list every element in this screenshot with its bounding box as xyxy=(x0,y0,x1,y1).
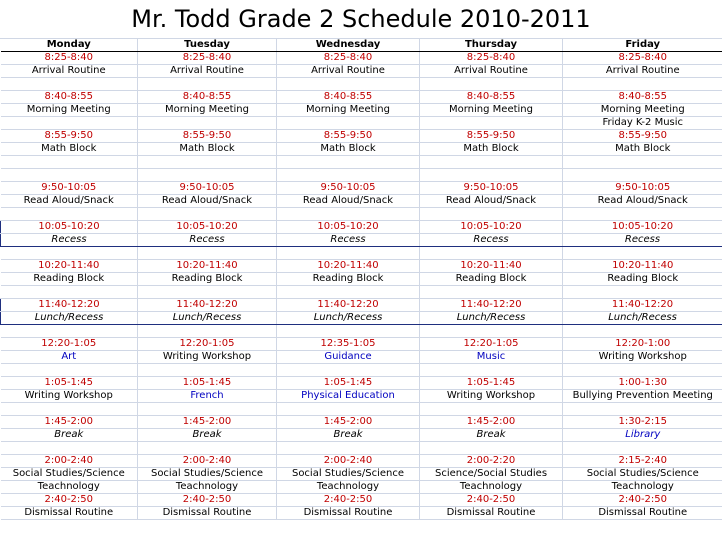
activity-cell-monday[interactable]: Lunch/Recess xyxy=(1,312,138,325)
time-cell-thursday[interactable]: 2:00-2:20 xyxy=(420,455,563,468)
time-cell-friday[interactable]: 12:20-1:00 xyxy=(563,338,722,351)
empty-cell[interactable] xyxy=(420,325,563,338)
activity-row xyxy=(1,195,722,208)
activity-cell-wednesday[interactable]: Recess xyxy=(277,234,420,247)
time-cell-friday[interactable]: 9:50-10:05 xyxy=(563,182,722,195)
empty-cell[interactable] xyxy=(420,403,563,416)
time-cell-tuesday[interactable]: 8:40-8:55 xyxy=(138,91,277,104)
time-cell-friday[interactable]: 10:05-10:20 xyxy=(563,221,722,234)
time-row xyxy=(1,260,722,273)
activity-cell-monday[interactable]: Read Aloud/Snack xyxy=(1,195,138,208)
activity-cell-friday[interactable]: Morning Meeting xyxy=(563,104,722,117)
empty-cell[interactable] xyxy=(1,364,138,377)
empty-cell[interactable] xyxy=(1,156,138,169)
empty-cell[interactable] xyxy=(563,156,722,169)
activity-row xyxy=(1,468,722,481)
empty-cell[interactable] xyxy=(138,78,277,91)
time-cell-tuesday[interactable]: 8:25-8:40 xyxy=(138,52,277,65)
activity-row xyxy=(1,234,722,247)
activity-cell-tuesday[interactable]: Recess xyxy=(138,234,277,247)
empty-cell[interactable] xyxy=(563,364,722,377)
empty-cell[interactable] xyxy=(420,364,563,377)
activity-cell-tuesday[interactable]: Morning Meeting xyxy=(138,104,277,117)
time-row xyxy=(1,377,722,390)
time-cell-monday[interactable]: 11:40-12:20 xyxy=(1,299,138,312)
activity-cell-wednesday[interactable]: Lunch/Recess xyxy=(277,312,420,325)
activity-cell-wednesday[interactable]: Reading Block xyxy=(277,273,420,286)
empty-cell[interactable] xyxy=(563,403,722,416)
time-cell-wednesday[interactable]: 8:55-9:50 xyxy=(277,130,420,143)
activity-extra-cell-friday[interactable]: Teachnology xyxy=(563,481,722,494)
time-cell-thursday[interactable]: 10:20-11:40 xyxy=(420,260,563,273)
empty-cell[interactable] xyxy=(1,286,138,299)
time-cell-friday[interactable]: 10:20-11:40 xyxy=(563,260,722,273)
time-row xyxy=(1,416,722,429)
activity-cell-monday[interactable]: Break xyxy=(1,429,138,442)
activity-cell-monday[interactable]: Art xyxy=(1,351,138,364)
activity-extra-cell-monday[interactable]: Teachnology xyxy=(1,481,138,494)
time-cell-wednesday[interactable]: 2:00-2:40 xyxy=(277,455,420,468)
time-cell-tuesday[interactable]: 2:00-2:40 xyxy=(138,455,277,468)
time-cell-wednesday[interactable]: 9:50-10:05 xyxy=(277,182,420,195)
time-cell-monday[interactable]: 8:40-8:55 xyxy=(1,91,138,104)
empty-cell[interactable] xyxy=(420,286,563,299)
time-cell-friday[interactable]: 8:55-9:50 xyxy=(563,130,722,143)
time-cell-friday[interactable]: 1:30-2:15 xyxy=(563,416,722,429)
time-cell-monday[interactable]: 10:20-11:40 xyxy=(1,260,138,273)
time-cell-thursday[interactable]: 1:45-2:00 xyxy=(420,416,563,429)
time-cell-tuesday[interactable]: 10:05-10:20 xyxy=(138,221,277,234)
time-cell-wednesday[interactable]: 1:45-2:00 xyxy=(277,416,420,429)
activity-cell-monday[interactable]: Recess xyxy=(1,234,138,247)
empty-cell[interactable] xyxy=(138,442,277,455)
time-row xyxy=(1,221,722,234)
empty-cell[interactable] xyxy=(138,286,277,299)
activity-row xyxy=(1,104,722,117)
activity-cell-monday[interactable]: Social Studies/Science xyxy=(1,468,138,481)
day-header-friday[interactable]: Friday xyxy=(563,39,722,52)
activity-cell-thursday[interactable]: Writing Workshop xyxy=(420,390,563,403)
day-header-monday[interactable]: Monday xyxy=(1,39,138,52)
time-cell-wednesday[interactable]: 8:25-8:40 xyxy=(277,52,420,65)
activity-extra-cell-thursday[interactable]: Teachnology xyxy=(420,481,563,494)
activity-cell-thursday[interactable]: Break xyxy=(420,429,563,442)
empty-cell[interactable] xyxy=(138,169,277,182)
time-cell-thursday[interactable]: 8:55-9:50 xyxy=(420,130,563,143)
activity-cell-friday[interactable]: Dismissal Routine xyxy=(563,507,722,520)
time-cell-wednesday[interactable]: 10:20-11:40 xyxy=(277,260,420,273)
activity-cell-tuesday[interactable]: Reading Block xyxy=(138,273,277,286)
activity-extra-cell-friday[interactable]: Friday K-2 Music xyxy=(563,117,722,130)
empty-cell[interactable] xyxy=(277,325,420,338)
activity-cell-monday[interactable]: Math Block xyxy=(1,143,138,156)
activity-cell-tuesday[interactable]: Dismissal Routine xyxy=(138,507,277,520)
empty-cell[interactable] xyxy=(277,403,420,416)
empty-cell[interactable] xyxy=(1,169,138,182)
time-cell-friday[interactable]: 2:40-2:50 xyxy=(563,494,722,507)
spacer-row xyxy=(1,364,722,377)
empty-cell[interactable] xyxy=(563,208,722,221)
activity-extra-cell-wednesday[interactable]: Teachnology xyxy=(277,481,420,494)
time-cell-thursday[interactable]: 2:40-2:50 xyxy=(420,494,563,507)
time-cell-monday[interactable]: 1:05-1:45 xyxy=(1,377,138,390)
activity-cell-wednesday[interactable]: Read Aloud/Snack xyxy=(277,195,420,208)
activity-extra-cell-monday[interactable] xyxy=(1,117,138,130)
time-cell-wednesday[interactable]: 1:05-1:45 xyxy=(277,377,420,390)
activity-extra-cell-tuesday[interactable] xyxy=(138,117,277,130)
activity-cell-wednesday[interactable]: Dismissal Routine xyxy=(277,507,420,520)
time-cell-tuesday[interactable]: 1:05-1:45 xyxy=(138,377,277,390)
day-header-wednesday[interactable]: Wednesday xyxy=(277,39,420,52)
time-row xyxy=(1,338,722,351)
time-cell-monday[interactable]: 8:25-8:40 xyxy=(1,52,138,65)
activity-cell-monday[interactable]: Morning Meeting xyxy=(1,104,138,117)
activity-cell-wednesday[interactable]: Math Block xyxy=(277,143,420,156)
time-cell-thursday[interactable]: 8:40-8:55 xyxy=(420,91,563,104)
time-cell-thursday[interactable]: 9:50-10:05 xyxy=(420,182,563,195)
empty-cell[interactable] xyxy=(138,156,277,169)
time-cell-thursday[interactable]: 8:25-8:40 xyxy=(420,52,563,65)
empty-cell[interactable] xyxy=(138,247,277,260)
time-row xyxy=(1,494,722,507)
activity-cell-monday[interactable]: Reading Block xyxy=(1,273,138,286)
empty-cell[interactable] xyxy=(138,364,277,377)
time-cell-monday[interactable]: 2:00-2:40 xyxy=(1,455,138,468)
activity-row xyxy=(1,65,722,78)
time-cell-monday[interactable]: 10:05-10:20 xyxy=(1,221,138,234)
activity-cell-tuesday[interactable]: Break xyxy=(138,429,277,442)
spacer-row xyxy=(1,169,722,182)
time-cell-friday[interactable]: 11:40-12:20 xyxy=(563,299,722,312)
activity-row xyxy=(1,351,722,364)
spacer-row xyxy=(1,442,722,455)
empty-cell[interactable] xyxy=(277,169,420,182)
empty-cell[interactable] xyxy=(1,325,138,338)
time-cell-thursday[interactable]: 12:20-1:05 xyxy=(420,338,563,351)
activity-row xyxy=(1,273,722,286)
activity-cell-thursday[interactable]: Lunch/Recess xyxy=(420,312,563,325)
activity-cell-friday[interactable]: Math Block xyxy=(563,143,722,156)
activity-row xyxy=(1,429,722,442)
empty-cell[interactable] xyxy=(138,403,277,416)
activity-cell-tuesday[interactable]: Social Studies/Science xyxy=(138,468,277,481)
time-cell-thursday[interactable]: 10:05-10:20 xyxy=(420,221,563,234)
schedule-title: Mr. Todd Grade 2 Schedule 2010-2011 xyxy=(0,0,722,39)
empty-cell[interactable] xyxy=(277,364,420,377)
empty-cell[interactable] xyxy=(277,156,420,169)
time-cell-wednesday[interactable]: 2:40-2:50 xyxy=(277,494,420,507)
activity-cell-monday[interactable]: Dismissal Routine xyxy=(1,507,138,520)
empty-cell[interactable] xyxy=(563,78,722,91)
activity-extra-cell-tuesday[interactable]: Teachnology xyxy=(138,481,277,494)
time-cell-monday[interactable]: 1:45-2:00 xyxy=(1,416,138,429)
activity-cell-thursday[interactable]: Read Aloud/Snack xyxy=(420,195,563,208)
empty-cell[interactable] xyxy=(1,247,138,260)
time-cell-monday[interactable]: 8:55-9:50 xyxy=(1,130,138,143)
time-cell-friday[interactable]: 8:25-8:40 xyxy=(563,52,722,65)
activity-cell-monday[interactable]: Writing Workshop xyxy=(1,390,138,403)
time-cell-thursday[interactable]: 11:40-12:20 xyxy=(420,299,563,312)
spacer-row xyxy=(1,325,722,338)
time-cell-monday[interactable]: 2:40-2:50 xyxy=(1,494,138,507)
activity-cell-thursday[interactable]: Reading Block xyxy=(420,273,563,286)
activity-cell-friday[interactable]: Arrival Routine xyxy=(563,65,722,78)
activity-cell-friday[interactable]: Read Aloud/Snack xyxy=(563,195,722,208)
empty-cell[interactable] xyxy=(1,208,138,221)
spacer-row xyxy=(1,78,722,91)
activity-extra-row xyxy=(1,117,722,130)
empty-cell[interactable] xyxy=(563,442,722,455)
activity-cell-thursday[interactable]: Music xyxy=(420,351,563,364)
activity-cell-friday[interactable]: Social Studies/Science xyxy=(563,468,722,481)
time-cell-tuesday[interactable]: 11:40-12:20 xyxy=(138,299,277,312)
time-cell-friday[interactable]: 8:40-8:55 xyxy=(563,91,722,104)
day-header-row xyxy=(1,39,722,52)
empty-cell[interactable] xyxy=(1,403,138,416)
activity-cell-thursday[interactable]: Math Block xyxy=(420,143,563,156)
activity-cell-friday[interactable]: Writing Workshop xyxy=(563,351,722,364)
empty-cell[interactable] xyxy=(563,325,722,338)
empty-cell[interactable] xyxy=(420,247,563,260)
activity-cell-tuesday[interactable]: Writing Workshop xyxy=(138,351,277,364)
time-cell-tuesday[interactable]: 12:20-1:05 xyxy=(138,338,277,351)
activity-extra-cell-thursday[interactable] xyxy=(420,117,563,130)
spacer-row xyxy=(1,156,722,169)
empty-cell[interactable] xyxy=(138,325,277,338)
time-row xyxy=(1,182,722,195)
empty-cell[interactable] xyxy=(420,208,563,221)
activity-row xyxy=(1,312,722,325)
time-cell-tuesday[interactable]: 9:50-10:05 xyxy=(138,182,277,195)
day-header-thursday[interactable]: Thursday xyxy=(420,39,563,52)
activity-row xyxy=(1,507,722,520)
spacer-row xyxy=(1,403,722,416)
time-cell-thursday[interactable]: 1:05-1:45 xyxy=(420,377,563,390)
time-cell-wednesday[interactable]: 11:40-12:20 xyxy=(277,299,420,312)
activity-cell-monday[interactable]: Arrival Routine xyxy=(1,65,138,78)
time-cell-friday[interactable]: 1:00-1:30 xyxy=(563,377,722,390)
time-cell-friday[interactable]: 2:15-2:40 xyxy=(563,455,722,468)
time-cell-tuesday[interactable]: 2:40-2:50 xyxy=(138,494,277,507)
time-cell-monday[interactable]: 9:50-10:05 xyxy=(1,182,138,195)
activity-cell-thursday[interactable]: Dismissal Routine xyxy=(420,507,563,520)
time-cell-wednesday[interactable]: 10:05-10:20 xyxy=(277,221,420,234)
activity-cell-friday[interactable]: Bullying Prevention Meeting xyxy=(563,390,722,403)
empty-cell[interactable] xyxy=(1,442,138,455)
spacer-row xyxy=(1,247,722,260)
empty-cell[interactable] xyxy=(563,286,722,299)
time-row xyxy=(1,455,722,468)
empty-cell[interactable] xyxy=(138,208,277,221)
time-cell-tuesday[interactable]: 10:20-11:40 xyxy=(138,260,277,273)
spacer-row xyxy=(1,208,722,221)
empty-cell[interactable] xyxy=(420,169,563,182)
activity-cell-tuesday[interactable]: French xyxy=(138,390,277,403)
activity-row xyxy=(1,143,722,156)
activity-cell-tuesday[interactable]: Lunch/Recess xyxy=(138,312,277,325)
empty-cell[interactable] xyxy=(277,442,420,455)
activity-cell-thursday[interactable]: Science/Social Studies xyxy=(420,468,563,481)
activity-cell-friday[interactable]: Reading Block xyxy=(563,273,722,286)
time-row xyxy=(1,52,722,65)
time-row xyxy=(1,91,722,104)
day-header-tuesday[interactable]: Tuesday xyxy=(138,39,277,52)
empty-cell[interactable] xyxy=(277,247,420,260)
time-cell-wednesday[interactable]: 8:40-8:55 xyxy=(277,91,420,104)
activity-cell-wednesday[interactable]: Arrival Routine xyxy=(277,65,420,78)
time-cell-tuesday[interactable]: 1:45-2:00 xyxy=(138,416,277,429)
empty-cell[interactable] xyxy=(277,78,420,91)
activity-cell-friday[interactable]: Lunch/Recess xyxy=(563,312,722,325)
activity-cell-tuesday[interactable]: Arrival Routine xyxy=(138,65,277,78)
time-cell-tuesday[interactable]: 8:55-9:50 xyxy=(138,130,277,143)
time-cell-wednesday[interactable]: 12:35-1:05 xyxy=(277,338,420,351)
activity-cell-wednesday[interactable]: Physical Education xyxy=(277,390,420,403)
activity-cell-tuesday[interactable]: Read Aloud/Snack xyxy=(138,195,277,208)
empty-cell[interactable] xyxy=(1,78,138,91)
empty-cell[interactable] xyxy=(420,442,563,455)
empty-cell[interactable] xyxy=(277,208,420,221)
activity-cell-thursday[interactable]: Morning Meeting xyxy=(420,104,563,117)
activity-cell-wednesday[interactable]: Morning Meeting xyxy=(277,104,420,117)
time-row xyxy=(1,130,722,143)
activity-cell-wednesday[interactable]: Social Studies/Science xyxy=(277,468,420,481)
empty-cell[interactable] xyxy=(420,156,563,169)
empty-cell[interactable] xyxy=(277,286,420,299)
empty-cell[interactable] xyxy=(563,169,722,182)
empty-cell[interactable] xyxy=(563,247,722,260)
spacer-row xyxy=(1,286,722,299)
activity-cell-thursday[interactable]: Arrival Routine xyxy=(420,65,563,78)
activity-cell-friday[interactable]: Library xyxy=(563,429,722,442)
time-cell-monday[interactable]: 12:20-1:05 xyxy=(1,338,138,351)
activity-cell-friday[interactable]: Recess xyxy=(563,234,722,247)
schedule-table xyxy=(0,39,722,520)
activity-cell-wednesday[interactable]: Guidance xyxy=(277,351,420,364)
activity-cell-tuesday[interactable]: Math Block xyxy=(138,143,277,156)
activity-extra-cell-wednesday[interactable] xyxy=(277,117,420,130)
activity-cell-wednesday[interactable]: Break xyxy=(277,429,420,442)
time-row xyxy=(1,299,722,312)
activity-row xyxy=(1,390,722,403)
activity-extra-row xyxy=(1,481,722,494)
empty-cell[interactable] xyxy=(420,78,563,91)
activity-cell-thursday[interactable]: Recess xyxy=(420,234,563,247)
